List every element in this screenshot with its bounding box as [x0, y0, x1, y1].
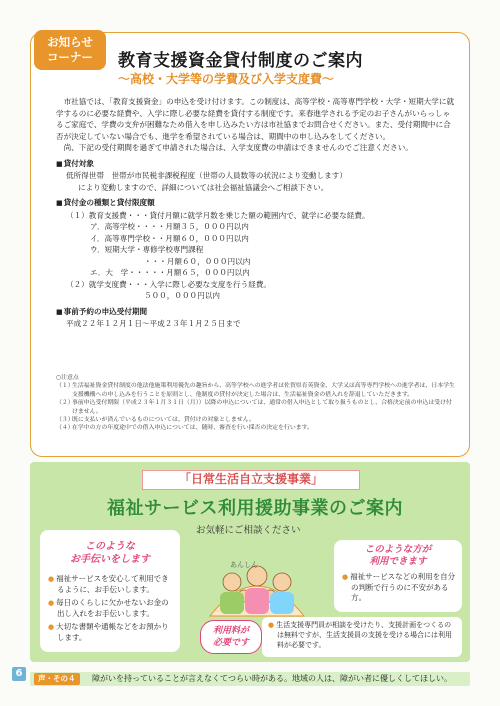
notice-intro: 市社協では、「教育支援資金」の申込を受け付けます。この制度は、高等学校・高等専門学校・大学・短期大学に就学するのに必要な経費や、入学に際し必要な経費を貸付する制度です。来春進学される予定のお子さんがいらっしゃるご家庭で、学費の支弁が困難なため借入を申し込みたい方は市社協までお問合せください。また、受付期間中に合否が決定していない場合でも、進学を希望されている場合は、期間中の申し込みをしてください。 — [56, 97, 455, 141]
fee-tag — [200, 620, 262, 654]
page-number: 6 — [12, 667, 26, 681]
family-illustration-icon — [202, 536, 312, 618]
consult-text: お気軽にご相談ください — [196, 525, 301, 536]
application-period: 平成２２年１２月１日～平成２３年１月２５日まで — [66, 319, 241, 328]
note-text: 既に支払いが済んでいるものについては、貸付けの対象としません。 — [72, 417, 255, 424]
loan-junior-college: ウ．短期大学・専修学校専門課程 — [90, 245, 204, 254]
eligible-title-line2: 利用できます — [369, 556, 427, 567]
eligibility-line1: 低所得世帯 世帯が市民税非課税程度（世帯の人員数等の状況により変動します） — [66, 171, 347, 180]
help-title — [44, 540, 176, 566]
eligible-list — [342, 572, 458, 607]
loan-item-enrollment: （２）就学支度費・・・入学に際し必要な支度を行う経費。 — [66, 279, 272, 289]
loan-item-education: （１）教育支援費・・・貸付月額に就学月数を乗じた額の範囲内で、就学に必要な経費。 — [66, 210, 370, 220]
help-item: ● 大切な書類や通帳などをお預かりします。 — [48, 622, 176, 643]
note-text: 生活福祉資金貸付制度の他法他施策利用優先の趣旨から、高等学校への進学者は佐賀県育英資金、大学又は高等専門学校への進学者は、日本学生支援機構への申し込みを行うことを原則とし、他制度の貸付が決定した場合は、生活福祉資金の借入れを辞退していただきます。 — [72, 383, 455, 398]
notice-title: 教育支援資金貸付制度のご案内 — [118, 51, 363, 71]
loan-enrollment-amount: ５００，０００円以内 — [144, 291, 220, 300]
note-text: 在学中の方の年度途中での借入申込については、随時、審査を行い採否の決定を行います。 — [72, 425, 313, 432]
note-item — [56, 424, 456, 432]
loan-university: エ．大 学・・・・・月額６５，０００円以内 — [90, 268, 250, 277]
note-number: （４） — [56, 425, 74, 432]
eligible-title-line1: このような方が — [364, 544, 432, 555]
eligibility-line2: により変動しますので、詳細については社会福祉協議会へご相談下さい。 — [78, 182, 329, 192]
fee-line2: 必要です — [212, 638, 249, 648]
notes-block — [56, 374, 456, 433]
ribbon-text: あんしん — [230, 561, 258, 569]
corner-tag-line2: コーナー — [47, 50, 93, 64]
corner-tag-line1: お知らせ — [47, 35, 93, 49]
eligible-title — [336, 544, 460, 568]
help-item: ● 福祉サービスを安心して利用できるように、お手伝いします。 — [48, 574, 176, 595]
section-period-head: ■ 事前予約の申込受付期間 — [56, 306, 456, 319]
note-number: （１） — [56, 383, 74, 390]
loan-junior-college-amount: ・・・月額６０，０００円以内 — [144, 256, 251, 266]
fee-line1: 利用料が — [212, 626, 249, 636]
help-title-line1: このような — [85, 541, 135, 552]
service-banner-title: 福祉サービス利用援助事業のご案内 — [107, 498, 403, 519]
note-text: 事前申込受付期限（平成２３年１月３１日（月））以降の申込については、通常の借入申込として取り扱うものとし、合格決定前の申込は受け付けません。 — [72, 400, 452, 415]
fee-list — [268, 620, 458, 653]
note-number: （３） — [56, 417, 74, 424]
service-banner-program: 「日常生活自立支援事業」 — [142, 470, 360, 490]
note-number: （２） — [56, 400, 74, 407]
fee-item: ● 生活支援専門員が相談を受けたり、支援計画をつくるのは無料ですが、生活支援員の支援を受ける場合には利用料が必要です。 — [268, 620, 458, 650]
section-loan-types-head: ■ 貸付金の種類と貸付限度額 — [56, 197, 456, 210]
help-list — [48, 574, 176, 646]
help-title-line2: お手伝いをします — [70, 554, 150, 565]
notice-body — [56, 96, 456, 330]
notice-intro2: 尚、下記の受付期間を過ぎて申請された場合は、入学支度費の申請はできませんのでご注意ください。 — [63, 143, 413, 152]
footer-text: 障がいを持っていることが言えなくてつらい時がある。地域の人は、障がい者に優しくしてほしい。 — [92, 674, 452, 683]
help-item: ● 毎日のくらしに欠かせないお金の出し入れをお手伝いします。 — [48, 598, 176, 619]
voice-tag: 声・その４ — [34, 673, 80, 685]
notice-subtitle: ～高校・大学等の学費及び入学支度費～ — [118, 72, 335, 86]
loan-high-school: ア．高等学校・・・・月額３５，０００円以内 — [90, 222, 249, 231]
section-eligibility-head: ■ 貸付対象 — [56, 158, 456, 171]
note-item — [56, 416, 456, 424]
notice-corner-tag — [34, 30, 106, 70]
loan-technical-college: イ．高等専門学校・・月額６０，０００円以内 — [90, 233, 249, 243]
note-item — [56, 399, 456, 416]
note-item — [56, 382, 456, 399]
eligible-item: ● 福祉サービスなどの利用を自分の判断で行うのに不安がある方。 — [342, 572, 458, 604]
notes-head: ○注意点 — [56, 375, 79, 381]
